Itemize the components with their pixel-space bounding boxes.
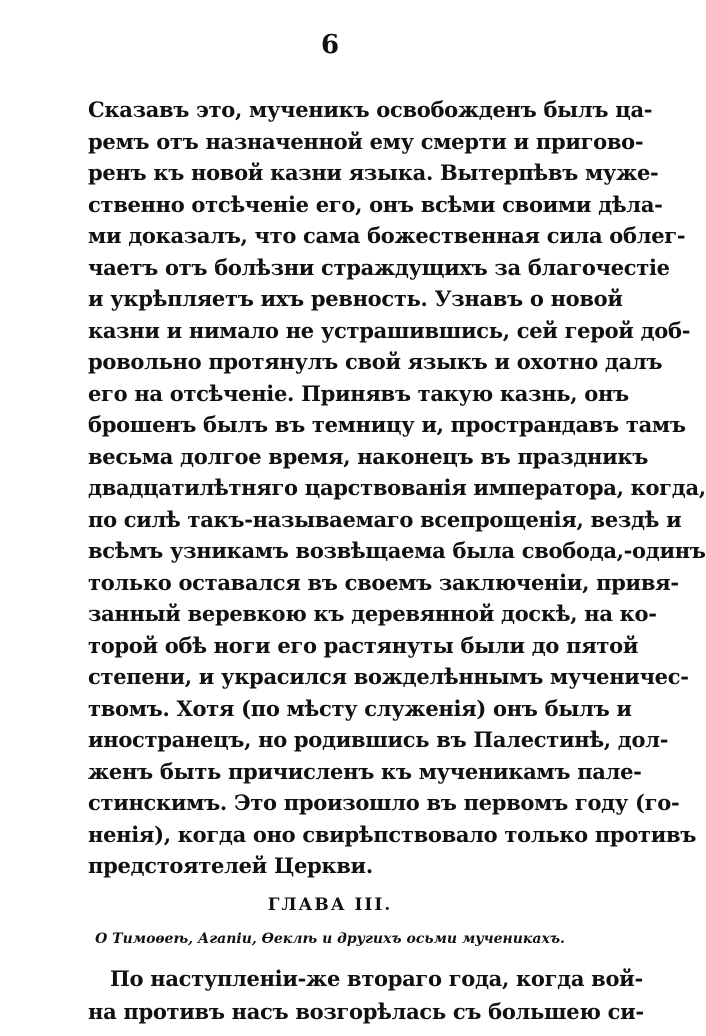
chapter-paragraph xyxy=(88,962,644,1028)
text-line: весьма долгое время, наконецъ въ праздникъ xyxy=(88,443,649,469)
text-line: По наступленіи-же втораго года, когда вой- xyxy=(110,966,643,991)
page-number: 6 xyxy=(320,30,340,60)
text-line: чаетъ отъ болѣзни страждущихъ за благочестіе xyxy=(88,254,670,280)
main-paragraph xyxy=(88,94,706,882)
text-line: его на отсѣченіе. Принявъ такую казнь, онъ xyxy=(88,380,629,406)
text-line: только оставался въ своемъ заключеніи, привя- xyxy=(88,569,679,595)
text-line: на противъ насъ возгорѣлась съ большею си- xyxy=(88,999,644,1024)
text-line: по силѣ такъ-называемаго всепрощенія, вездѣ и xyxy=(88,506,682,532)
text-line: всѣмъ узникамъ возвѣщаема была свобода,-одинъ xyxy=(88,538,706,563)
text-line: двадцатилѣтняго царствованія императора, когда, xyxy=(88,475,706,500)
text-line: иностранецъ, но родившись въ Палестинѣ, дол- xyxy=(88,727,669,752)
text-line: степени, и украсился вожделѣннымъ мученичес- xyxy=(88,664,689,689)
text-line: ремъ отъ назначенной ему смерти и пригово- xyxy=(88,128,644,154)
text-line: женъ быть причисленъ къ мученикамъ пале- xyxy=(88,758,642,784)
text-line: Сказавъ это, мученикъ освобожденъ былъ ца- xyxy=(88,97,653,122)
text-line: ственно отсѣченіе его, онъ всѣми своими дѣла- xyxy=(88,191,663,217)
text-line: ми доказалъ, что сама божественная сила облег- xyxy=(88,223,686,248)
text-line: торой обѣ ноги его растянуты были до пятой xyxy=(88,632,639,658)
text-line: ренъ къ новой казни языка. Вытерпѣвъ муже- xyxy=(88,160,659,185)
chapter-heading: ГЛАВА III. xyxy=(267,895,393,915)
text-line: брошенъ былъ въ темницу и, пространдавъ тамъ xyxy=(88,412,686,437)
text-line: ровольно протянулъ свой языкъ и охотно далъ xyxy=(88,349,663,374)
text-line: стинскимъ. Это произошло въ первомъ году (го- xyxy=(88,790,680,815)
text-line: твомъ. Хотя (по мѣсту служенія) онъ былъ и xyxy=(88,695,632,721)
text-line: занный веревкою къ деревянной доскѣ, на ко- xyxy=(88,601,657,626)
text-line: ненія), когда оно свирѣпствовало только противъ xyxy=(88,821,697,847)
text-line: казни и нимало не устрашившись, сей герой доб- xyxy=(88,317,691,343)
text-line: и укрѣпляетъ ихъ ревность. Узнавъ о новой xyxy=(88,286,623,311)
chapter-subtitle: О Тимоѳеѣ, Агапіи, Ѳеклѣ и другихъ осьми мученикахъ. xyxy=(95,931,565,947)
text-line: предстоятелей Церкви. xyxy=(88,853,373,878)
